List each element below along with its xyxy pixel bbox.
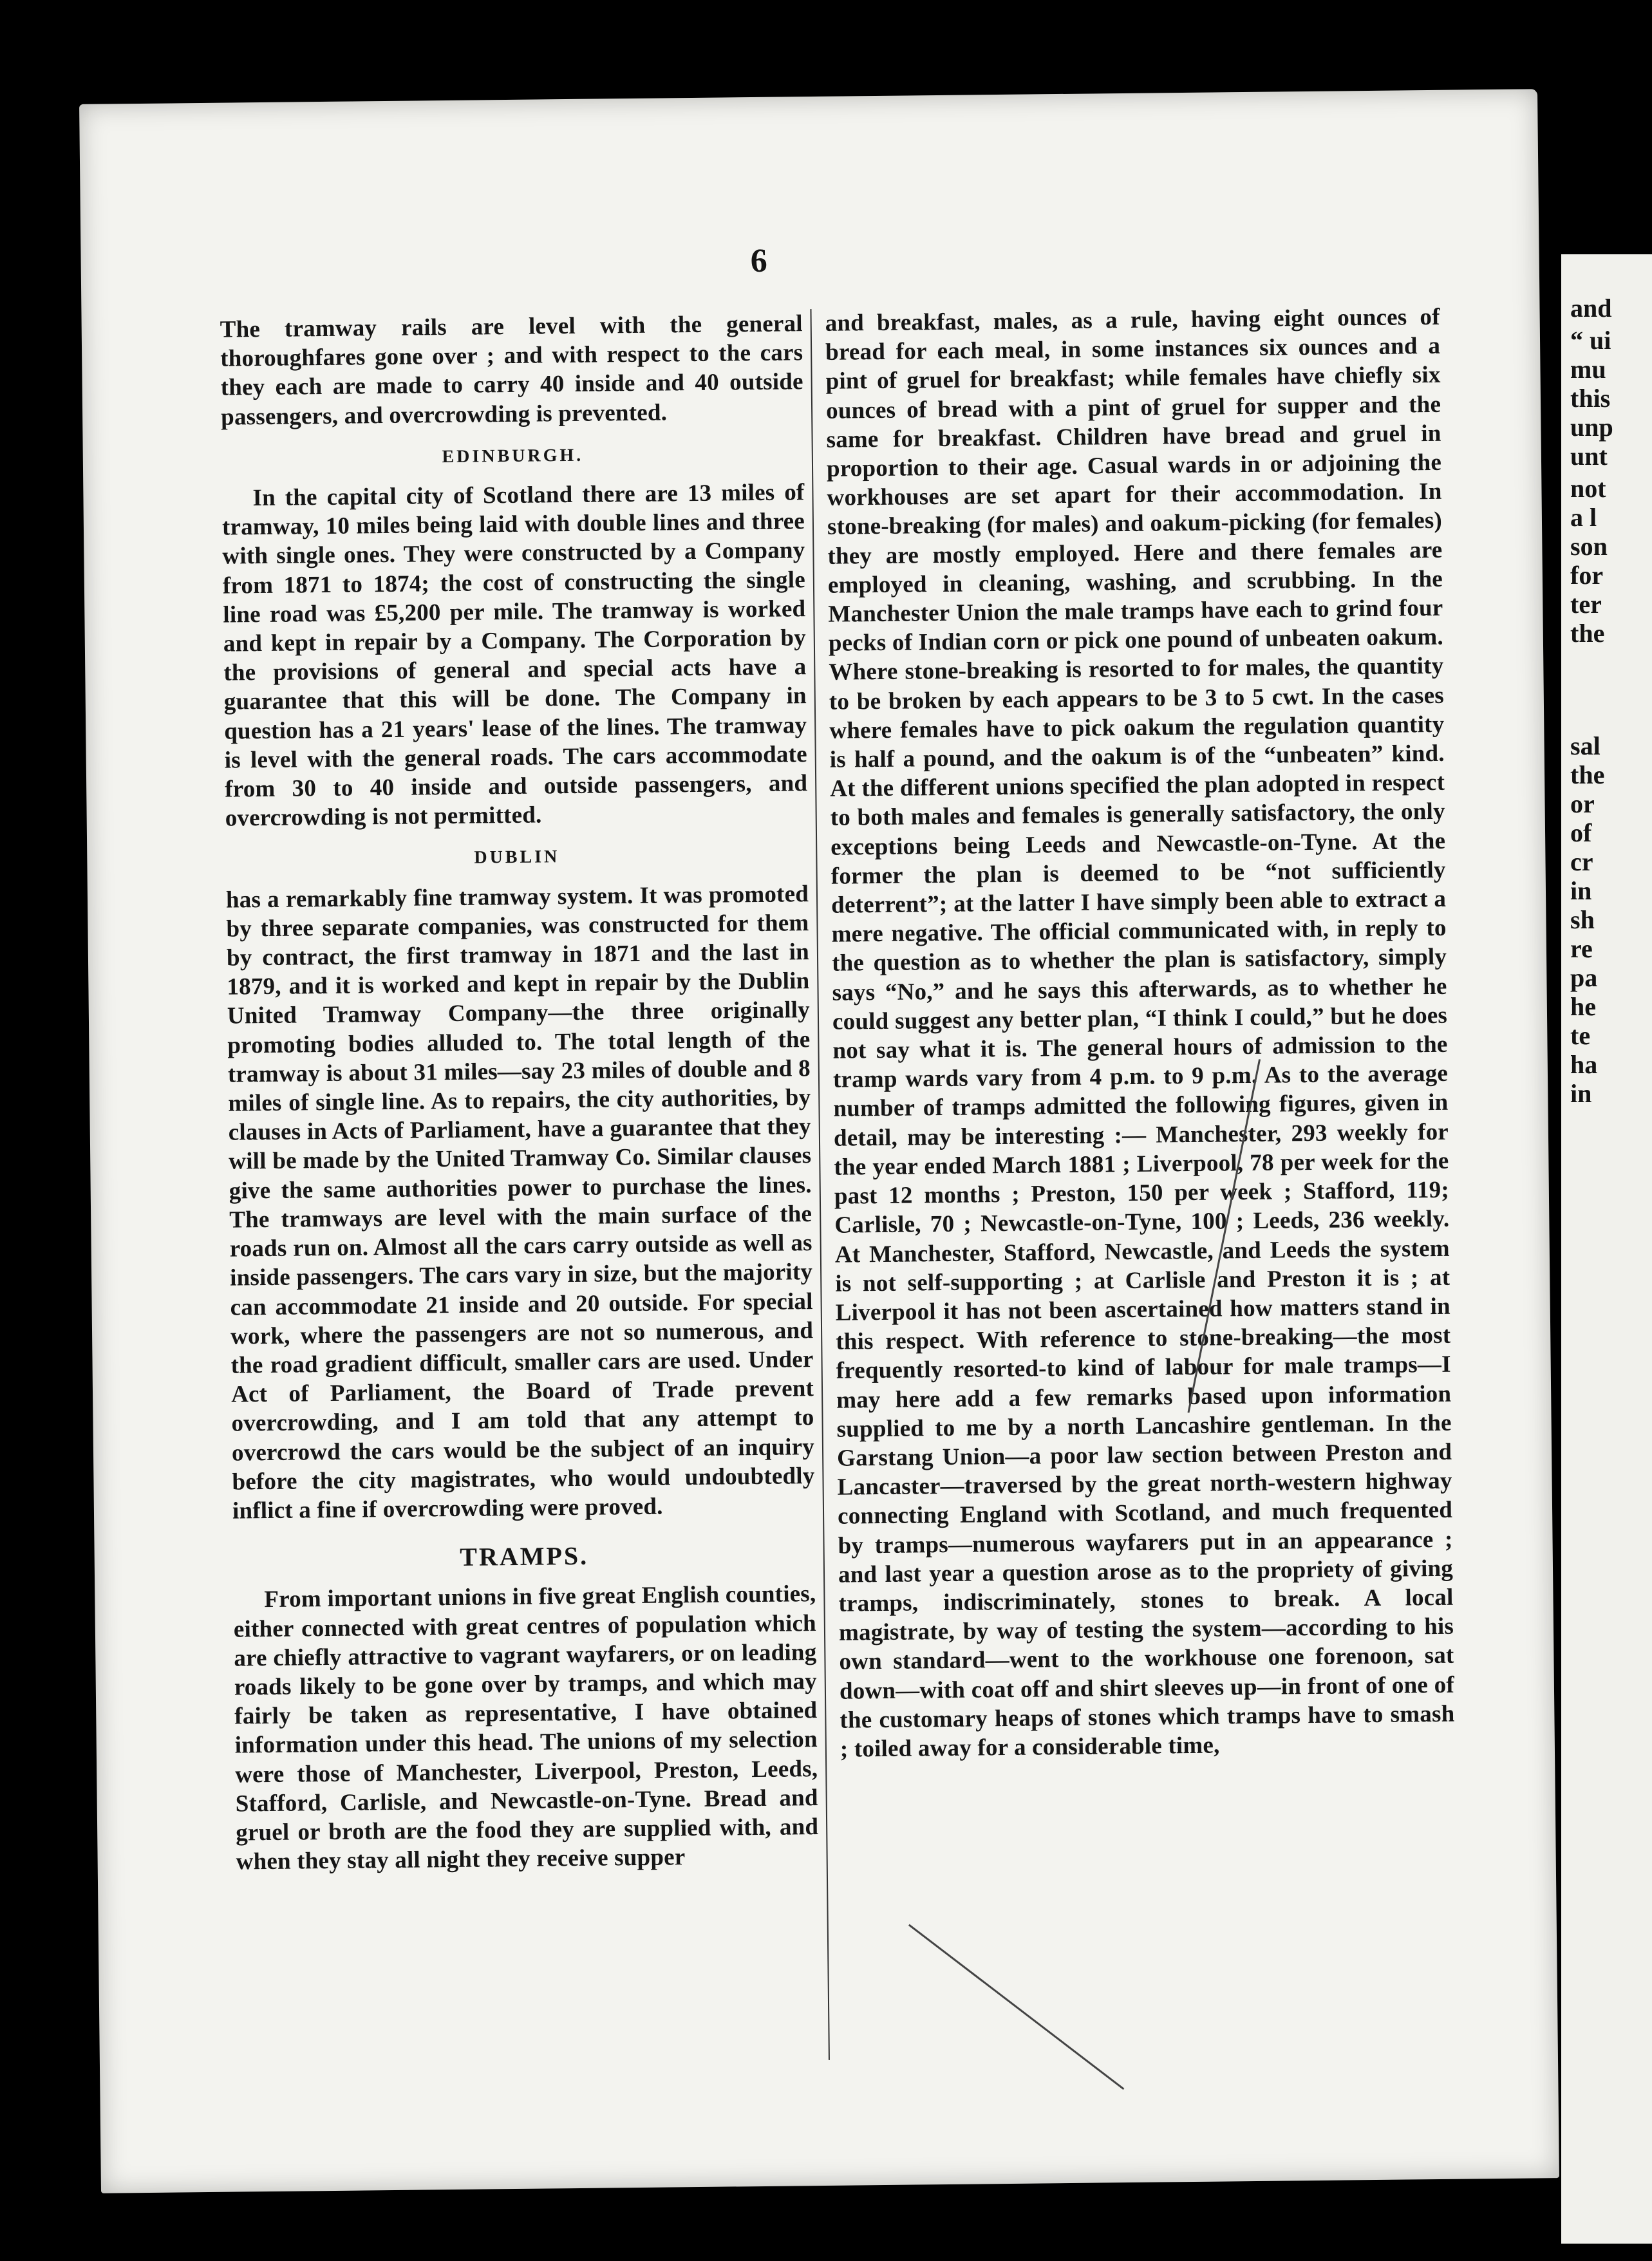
heading-tramps: TRAMPS. [460, 1541, 589, 1572]
right-column [825, 303, 1455, 1764]
paragraph-tramps: From important unions in five great English counties, either connected with great centres of population which are chiefly attractive to vagrant wayfarers, or on leading roads likely to be gone over by tramps, and which may fairly be taken as representative, I have obtained information under this head. The unions of my selection were those of Manchester, Liverpool, Preston, Leeds, Stafford, Carlisle, and Newcastle-on-Tyne. Bread and gruel or broth are the food they are supplied with, and when they stay all night they receive supper [233, 1581, 819, 1875]
scratch-mark [908, 1924, 1124, 2090]
adjacent-page-text-fragment: in [1570, 876, 1592, 905]
adjacent-page-text-fragment: a l [1570, 503, 1597, 532]
adjacent-page-text-fragment: unp [1570, 413, 1613, 442]
adjacent-page-text-fragment: the [1570, 760, 1605, 789]
paragraph-edinburgh: In the capital city of Scotland there are 13 miles of tramway, 10 miles being laid with double lines and three with single ones. They were constructed by a Company from 1871 to 1874; the cost of constructing the single line road was £5,200 per mile. The tramway is worked and kept in repair by a Company. The Corporation by the provisions of general and special acts have a guarantee that this will be done. The Company in question has a 21 years' lease of the lines. The tramway is level with the general roads. The cars accommodate from 30 to 40 inside and outside passengers, and overcrowding is not permitted. [221, 479, 808, 832]
paragraph-tramps-continued: and breakfast, males, as a rule, having eight ounces of bread for each meal, in some instances six ounces and a pint of gruel for breakfast; while females have chiefly six ounces of bread with a pint of gruel for supper and the same for breakfast. Children have bread and gruel in proportion to their age. Casual wards in or adjoining the workhouses are set apart for their accommodation. In stone-breaking (for males) and oakum-picking (for females) they are mostly employed. Here and there females are employed in cleaning, washing, and scrubbing. In the Manchester Union the male tramps have each to grind four pecks of Indian corn or pick one pound of unbeaten oakum. Where stone-breaking is resorted to for males, the quantity to be broken by each appears to be 3 to 5 cwt. In the cases where females have to pick oakum the regulation quantity is half a pound, and the oakum is of the “unbeaten” kind. At the different unions specified the plan adopted in respect to both males and females is generally satisfactory, the only exceptions being Leeds and Newcastle-on-Tyne. At the former the plan is deemed to be “not sufficiently deterrent”; at the latter I have simply been able to extract a mere negative. The official communicated with, in reply to the question as to whether the plan is satisfactory, simply says “No,” and he says this afterwards, as to whether he could suggest any better plan, “I think I could,” but he does not say what it is. The general hours of admission to the tramp wards vary from 4 p.m. to 9 p.m. As to the average number of tramps admitted the following figures, given in detail, may be interesting :— Manchester, 293 weekly for the year ended March 1881 ; Liverpool, 78 per week for the past 12 months ; Preston, 150 per week ; Stafford, 119; Carlisle, 70 ; Newcastle-on-Tyne, 100 ; Leeds, 236 weekly. At Manchester, Stafford, Newcastle, and Leeds the system is not self-supporting ; at Carlisle and Preston it is ; at Liverpool it has not been ascertained how matters stand in this respect. With reference to stone-breaking—the most frequently resorted-to kind of labour for male tramps—I may here add a few remarks based upon information supplied to me by a north Lancashire gentleman. In the Garstang Union—a poor law section between Preston and Lancaster—traversed by the great north-western highway connecting England with Scotland, and much frequented by tramps—numerous wayfarers put in an appearance ; and last year a question arose as to the propriety of giving tramps, indiscriminately, stones to break. A local magistrate, by way of testing the system—according to his own standard—went to the workhouse one forenoon, sat down—with coat off and shirt sleeves up—in front of one of the customary heaps of stones which tramps have to smash ; toiled away for a considerable time, [825, 303, 1455, 1763]
adjacent-page-text-fragment: he [1570, 992, 1596, 1021]
adjacent-page-text-fragment: ter [1570, 590, 1602, 619]
heading-edinburgh: EDINBURGH. [442, 445, 584, 467]
left-column [220, 309, 819, 1877]
adjacent-page-text-fragment: ha [1570, 1050, 1598, 1079]
adjacent-page-text-fragment: sh [1570, 905, 1595, 934]
adjacent-page-text-fragment: te [1570, 1021, 1591, 1050]
adjacent-page-text-fragment: and [1570, 294, 1612, 323]
adjacent-page-text-fragment: re [1570, 934, 1593, 963]
adjacent-page-edge [1561, 254, 1652, 2244]
adjacent-page-text-fragment: for [1570, 561, 1604, 590]
adjacent-page-text-fragment: cr [1570, 847, 1593, 876]
adjacent-page-text-fragment: not [1570, 474, 1606, 503]
adjacent-page-text-fragment: sal [1570, 731, 1600, 760]
adjacent-page-text-fragment: of [1570, 818, 1592, 847]
paragraph-dublin: has a remarkably fine tramway system. It was promoted by three separate companies, was constructed for them by contract, the first tramway in 1871 and the last in 1879, and it is worked and kept in repair by the Dublin United Tramway Company—the three originally promoting bodies alluded to. The total length of the tramway is about 31 miles—say 23 miles of double and 8 miles of single line. As to repairs, the city authorities, by clauses in Acts of Parliament, have a guarantee that they will be made by the United Tramway Co. Similar clauses give the same authorities power to purchase the lines. The tramways are level with the main surface of the roads run on. Almost all the cars carry outside as well as inside passengers. The cars vary in size, but the majority can accommodate 21 inside and 20 outside. For special work, where the passengers are not so numerous, and the road gradient difficult, smaller cars are used. Under Act of Parliament, the Board of Trade prevent overcrowding, and I am told that any attempt to overcrowd the cars would be the subject of an inquiry before the city magistrates, who would undoubtedly inflict a fine if overcrowding were proved. [225, 880, 815, 1525]
newspaper-page [79, 89, 1559, 2193]
heading-dublin: DUBLIN [474, 847, 560, 868]
adjacent-page-text-fragment: or [1570, 789, 1595, 818]
adjacent-page-text-fragment: the [1570, 619, 1605, 648]
adjacent-page-text-fragment: pa [1570, 963, 1598, 992]
adjacent-page-text-fragment: this [1570, 384, 1611, 413]
adjacent-page-text-fragment: mu [1570, 355, 1606, 384]
adjacent-page-text-fragment: unt [1570, 442, 1608, 471]
paragraph-tramway-rails: The tramway rails are level with the general thoroughfares gone over ; and with respect to the cars they each are made to carry 40 inside and 40 outside passengers, and overcrowding is prevented. [220, 310, 803, 431]
adjacent-page-text-fragment: “ ui [1570, 326, 1611, 355]
page-number: 6 [750, 242, 767, 280]
adjacent-page-text-fragment: son [1570, 532, 1608, 561]
adjacent-page-text-fragment: in [1570, 1079, 1592, 1108]
